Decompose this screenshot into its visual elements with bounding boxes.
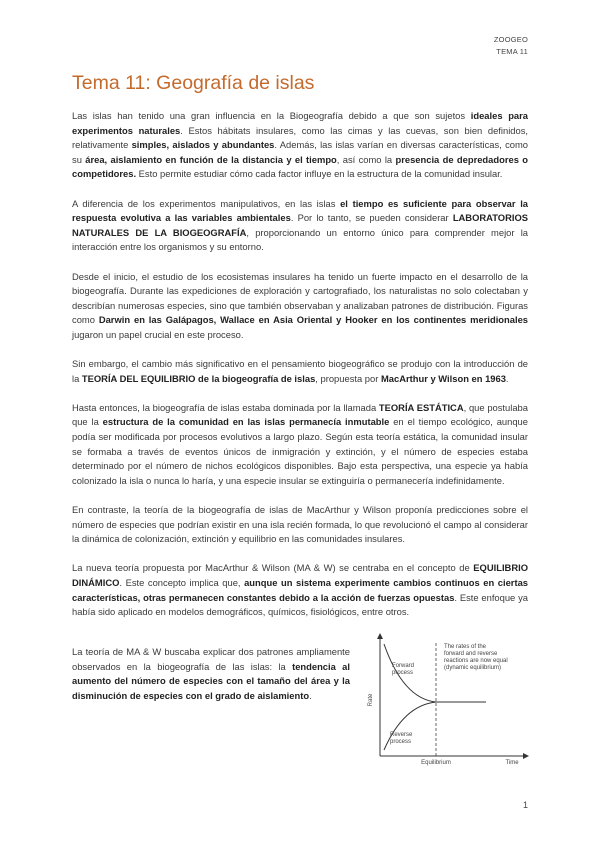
bold-text: tendencia al aumento del número de especies con el tamaño del área y la disminución de especies con el grado de aislamiento bbox=[72, 660, 350, 701]
text-run: , propuesta por bbox=[315, 372, 381, 384]
header-topic: TEMA 11 bbox=[496, 47, 528, 56]
text-run: . Este enfoque ya había sido aplicado en modelos demográficos, químicos, fisiológicos, entre otros. bbox=[72, 591, 528, 618]
text-run: Desde el inicio, el estudio de los ecosistemas insulares ha tenido un fuerte impacto en el desarrollo de la biogeografía. Durante las expediciones de exploración y cartografiado, los naturalistas no solo colectaban y describían numerosas especies, sino que también observaban y analizaban patrones de distribución. Figuras como bbox=[72, 270, 528, 326]
paragraph bbox=[72, 109, 528, 182]
bold-text: TEORÍA DEL EQUILIBRIO de la biogeografía de islas bbox=[81, 372, 316, 384]
text-run: , que postulaba que la bbox=[72, 401, 528, 428]
text-run: jugaron un papel crucial en este proceso. bbox=[72, 328, 244, 340]
text-run: La teoría de MA & W buscaba explicar dos patrones ampliamente observados en la biogeografía de las islas: la bbox=[72, 646, 350, 672]
text-run: . Estos hábitats insulares, como las cimas y las cuevas, son bien definidos, relativamente bbox=[72, 124, 529, 151]
bold-text: TEORÍA ESTÁTICA bbox=[378, 401, 464, 413]
equilibrium-note: The rates of the forward and reverse reactions are now equal (dynamic equilibrium) bbox=[444, 644, 508, 671]
bold-text: simples, aislados y abundantes bbox=[131, 139, 275, 151]
bold-text: estructura de la comunidad en las islas permanecía inmutable bbox=[102, 416, 390, 428]
text-run: La nueva teoría propuesta por MacArthur & Wilson (MA & W) se centraba en el concepto de bbox=[72, 562, 474, 574]
x-axis-label-equilibrium: Equilibrium bbox=[421, 760, 451, 766]
text-run: , así como la bbox=[336, 153, 396, 165]
x-axis-label-time: Time bbox=[505, 760, 519, 766]
bold-text: MacArthur y Wilson en 1963 bbox=[380, 372, 506, 384]
paragraph bbox=[72, 401, 528, 489]
paragraph bbox=[72, 197, 528, 255]
text-run: Hasta entonces, la biogeografía de islas estaba dominada por la llamada bbox=[72, 401, 379, 413]
header-course: ZOOGEO bbox=[493, 35, 528, 44]
forward-label: Forward process bbox=[392, 663, 415, 676]
paragraph bbox=[72, 561, 528, 619]
text-run: A diferencia de los experimentos manipulativos, en las islas bbox=[72, 197, 341, 209]
text-run: . Este concepto implica que, bbox=[119, 577, 245, 588]
body-text bbox=[72, 109, 528, 634]
text-run: Esto permite estudiar cómo cada factor influye en la estructura de la comunidad insular. bbox=[136, 168, 503, 180]
bold-text: EQUILIBRIO DINÁMICO bbox=[72, 562, 528, 588]
paragraph bbox=[72, 503, 528, 547]
text-run: en el tiempo ecológico, aunque podía ser modificada por procesos evolutivos a largo plazo. Según esta teoría estática, la comunidad insular se formaba a través de eventos únicos de inmigración y extinción, y el número de especies estaba determinado por el número de nichos ecológicos disponibles. Bajo esta perspectiva, una especie ya había colonizado la isla o nunca lo haría, y una especie insular se extinguiría o permanecería indefinidamente. bbox=[72, 416, 528, 486]
bold-text: Darwin en las Galápagos, Wallace en Asia Oriental y Hooker en los continentes meridionales bbox=[98, 314, 529, 326]
page-number: 1 bbox=[522, 800, 528, 810]
y-axis-label: Rate bbox=[368, 693, 374, 707]
text-run: . Por lo tanto, se pueden considerar bbox=[290, 212, 453, 224]
bold-text: el tiempo es suficiente para observar la respuesta evolutiva a las variables ambientales bbox=[72, 197, 529, 224]
bold-text: ideales para experimentos naturales bbox=[72, 110, 529, 136]
text-run: . bbox=[505, 372, 509, 384]
text-run: . bbox=[309, 689, 312, 701]
text-run: Las islas han tenido una gran influencia en la Biogeografía debido a que son sujetos bbox=[72, 110, 471, 121]
bold-text: área, aislamiento en función de la distancia y el tiempo bbox=[85, 153, 337, 165]
equilibrium-diagram bbox=[360, 632, 530, 767]
reverse-label: Reverse process bbox=[390, 732, 413, 745]
final-section bbox=[72, 644, 528, 766]
bold-text: LABORATORIOS NATURALES DE LA BIOGEOGRAFÍA bbox=[72, 212, 528, 238]
bold-text: presencia de depredadores o competidores. bbox=[72, 153, 528, 180]
page-title: Tema 11: Geografía de islas bbox=[72, 72, 315, 94]
page-header bbox=[494, 34, 528, 58]
text-run: , proporcionando un entorno único para comprender mejor la interacción entre los organismos y su entorno. bbox=[72, 226, 528, 253]
text-run: En contraste, la teoría de la biogeografía de islas de MacArthur y Wilson proponía predicciones sobre el número de especies que podrían existir en una isla recién formada, lo que revolucionó el campo al considerar la dinámica de colonización, extinción y equilibrio en las comunidades insulares. bbox=[72, 504, 528, 545]
bold-text: aunque un sistema experimente cambios continuos en ciertas características, otras permanecen constantes debido a la acción de fuerzas opuestas bbox=[72, 577, 529, 603]
paragraph bbox=[72, 270, 528, 343]
paragraph bbox=[72, 357, 528, 386]
text-run: Sin embargo, el cambio más significativo en el pensamiento biogeográfico se produjo con la introducción de la bbox=[72, 358, 528, 384]
paragraph bbox=[72, 645, 350, 703]
text-run: . Además, las islas varían en diversas características, como su bbox=[72, 139, 528, 165]
